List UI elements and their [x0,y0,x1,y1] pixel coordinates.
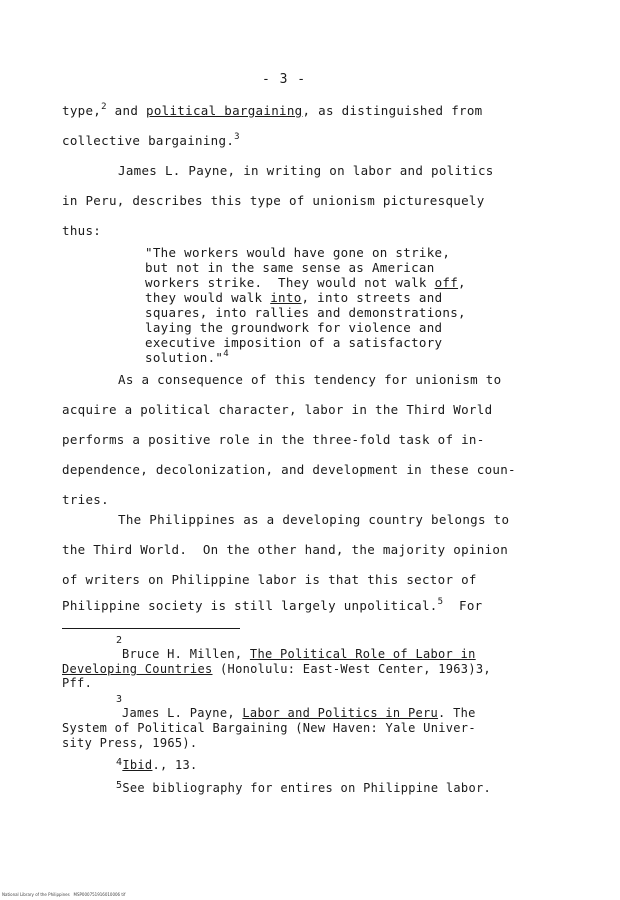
footnote-3-line-3: sity Press, 1965). [62,736,198,750]
footnote-ref-4: 4 [223,349,229,359]
quote-line-7: executive imposition of a satisfactory [145,335,443,350]
body-line-2: collective bargaining.$^3$ [62,132,240,148]
footnote-separator [62,628,240,629]
footnote-ref-3: 3 [234,132,240,142]
footnote-2-number: 2 [116,635,123,646]
body2-line-4: dependence, decolonization, and development in these coun- [62,462,516,477]
body-line-3: James L. Payne, in writing on labor and politics [118,163,494,178]
body2-line-2: acquire a political character, labor in the Third World [62,402,493,417]
footnote-2-line-1: Bruce H. Millen, The Political Role of Labor in [122,647,476,661]
page-number: - 3 - [262,72,307,87]
body2-line-7: the Third World. On the other hand, the majority opinion [62,542,509,557]
body-line-1: type,$^2$ and political bargaining, as distinguished from [62,102,483,118]
body2-line-9: Philippine society is still largely unpolitical.$^5$ For [62,597,483,613]
body2-line-5: tries. [62,492,109,507]
quote-line-4: they would walk into, into streets and [145,290,443,305]
archive-stamp: National Library of the Philippines MSP000751916010006 tif [2,892,126,897]
quote-line-1: "The workers would have gone on strike, [145,245,451,260]
footnote-2-line-2: Developing Countries (Honolulu: East-West Center, 1963)3, [62,662,491,676]
footnote-2-line-3: Pff. [62,676,93,690]
footnote-5: $^5$See bibliography for entires on Philippine labor. [116,780,492,795]
quote-line-5: squares, into rallies and demonstrations, [145,305,466,320]
quote-line-2: but not in the same sense as American [145,260,435,275]
footnote-3-line-2: System of Political Bargaining (New Haven: Yale Univer- [62,721,476,735]
body2-line-3: performs a positive role in the three-fold task of in- [62,432,485,447]
body2-line-1: As a consequence of this tendency for unionism to [118,372,502,387]
body2-line-8: of writers on Philippine labor is that this sector of [62,572,477,587]
footnote-ref-2: 2 [101,102,107,112]
footnote-ref-5: 5 [437,597,444,607]
underlined-term: political bargaining [146,103,303,118]
body-line-4: in Peru, describes this type of unionism picturesquely [62,193,485,208]
quote-line-3: workers strike. They would not walk off, [145,275,466,290]
footnote-3-line-1: James L. Payne, Labor and Politics in Peru. The [122,706,476,720]
quote-line-6: laying the groundwork for violence and [145,320,443,335]
footnote-3-number: 3 [116,694,123,705]
footnote-4: $^4$Ibid., 13. [116,757,198,772]
body-line-5: thus: [62,223,102,238]
quote-line-8: solution."$^4$ [145,349,229,365]
body2-line-6: The Philippines as a developing country belongs to [118,512,510,527]
